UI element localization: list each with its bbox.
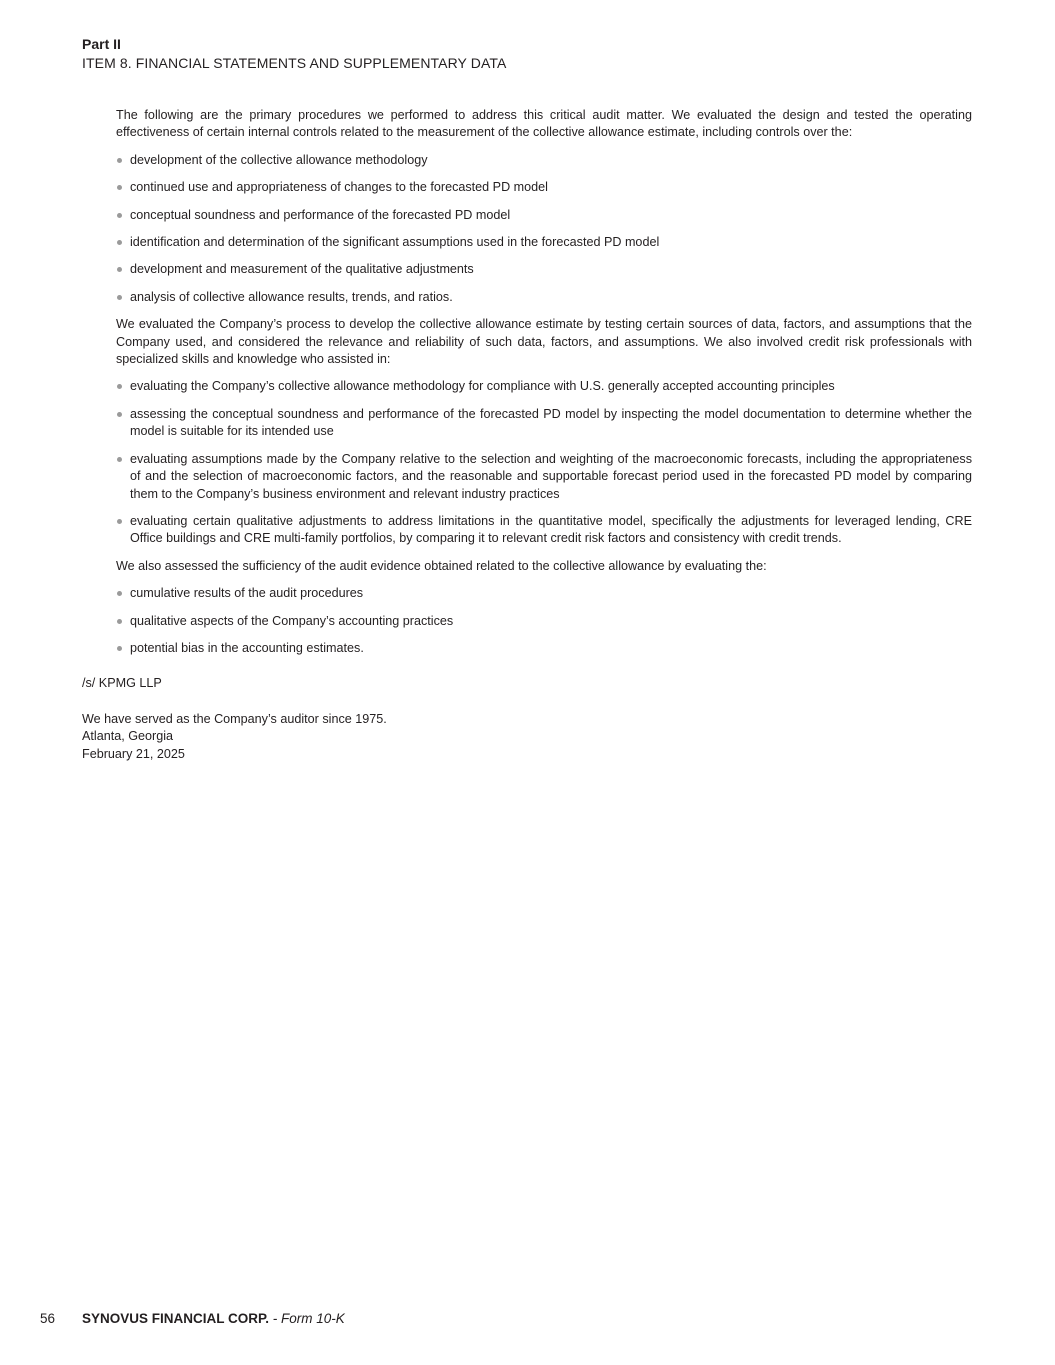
list-item-text: conceptual soundness and performance of the forecasted PD model	[130, 207, 511, 222]
bullet-icon	[117, 295, 122, 300]
list-item	[82, 179, 972, 196]
closing-block	[82, 711, 972, 763]
page-footer	[40, 1310, 345, 1328]
list-item-text: development and measurement of the qualitative adjustments	[130, 262, 474, 277]
list-item	[82, 613, 972, 630]
form-type: - Form 10-K	[269, 1311, 345, 1326]
bullet-icon	[117, 591, 122, 596]
auditor-since: We have served as the Company’s auditor since 1975.	[82, 711, 387, 726]
part-label: Part II	[82, 36, 121, 52]
list-item	[82, 289, 972, 306]
intro-paragraph: The following are the primary procedures we performed to address this critical audit matter. We evaluated the design and tested the operating effectiveness of certain internal controls related to the measurement of the collective allowance estimate, including controls over the:	[116, 108, 972, 140]
bullet-icon	[117, 267, 122, 272]
list-item-text: assessing the conceptual soundness and performance of the forecasted PD model by inspecting the model documentation to determine whether the model is suitable for its intended use	[130, 406, 972, 439]
list-item-text: identification and determination of the significant assumptions used in the forecasted PD model	[130, 235, 660, 250]
list-item	[82, 152, 972, 169]
bullet-icon	[117, 519, 122, 524]
page-header	[82, 35, 982, 73]
list-item-text: evaluating assumptions made by the Company relative to the selection and weighting of the macroeconomic forecasts, including the appropriateness of and the selection of macroeconomic factors, and the reasonable and supportable forecast period used in the forecasted PD model by comparing them to the Company’s business environment and relevant industry practices	[130, 451, 972, 501]
list-item-text: continued use and appropriateness of changes to the forecasted PD model	[130, 180, 548, 195]
bullet-icon	[117, 646, 122, 651]
list-item-text: cumulative results of the audit procedures	[130, 586, 364, 601]
bullet-icon	[117, 158, 122, 163]
bullet-icon	[117, 213, 122, 218]
list-item	[82, 406, 972, 441]
list-item-text: development of the collective allowance methodology	[130, 152, 428, 167]
location: Atlanta, Georgia	[82, 729, 174, 744]
bullet-icon	[117, 412, 122, 417]
specialist-list	[82, 378, 972, 547]
list-item	[82, 640, 972, 657]
bullet-icon	[117, 619, 122, 624]
process-paragraph: We evaluated the Company’s process to develop the collective allowance estimate by testing certain sources of data, factors, and assumptions that the Company used, and considered the relevance and reliability of such data, factors, and assumptions. We also involved credit risk professionals with specialized skills and knowledge who assisted in:	[116, 317, 972, 367]
list-item	[82, 585, 972, 602]
report-date: February 21, 2025	[82, 746, 185, 761]
list-item-text: evaluating certain qualitative adjustments to address limitations in the quantitative model, specifically the adjustments for leveraged lending, CRE Office buildings and CRE multi-family portfolios, by comparing it to relevant credit risk factors and consistency with credit trends.	[130, 513, 972, 546]
bullet-icon	[117, 240, 122, 245]
controls-list	[82, 152, 972, 306]
list-item-text: potential bias in the accounting estimates.	[130, 640, 364, 655]
list-item	[82, 513, 972, 548]
list-item	[82, 234, 972, 251]
list-item-text: evaluating the Company’s collective allowance methodology for compliance with U.S. generally accepted accounting principles	[130, 379, 835, 394]
list-item	[82, 261, 972, 278]
bullet-icon	[117, 457, 122, 462]
list-item-text: analysis of collective allowance results, trends, and ratios.	[130, 289, 453, 304]
item-title: ITEM 8. FINANCIAL STATEMENTS AND SUPPLEMENTARY DATA	[82, 55, 507, 71]
list-item	[82, 378, 972, 395]
page-number: 56	[40, 1311, 56, 1326]
company-name: SYNOVUS FINANCIAL CORP.	[82, 1311, 270, 1326]
page-content	[82, 107, 972, 763]
sufficiency-paragraph: We also assessed the sufficiency of the audit evidence obtained related to the collective allowance by evaluating the:	[116, 558, 767, 573]
auditor-signature: /s/ KPMG LLP	[82, 676, 162, 691]
sufficiency-list	[82, 585, 972, 657]
bullet-icon	[117, 185, 122, 190]
list-item	[82, 451, 972, 503]
bullet-icon	[117, 384, 122, 389]
list-item	[82, 207, 972, 224]
list-item-text: qualitative aspects of the Company’s accounting practices	[130, 613, 454, 628]
